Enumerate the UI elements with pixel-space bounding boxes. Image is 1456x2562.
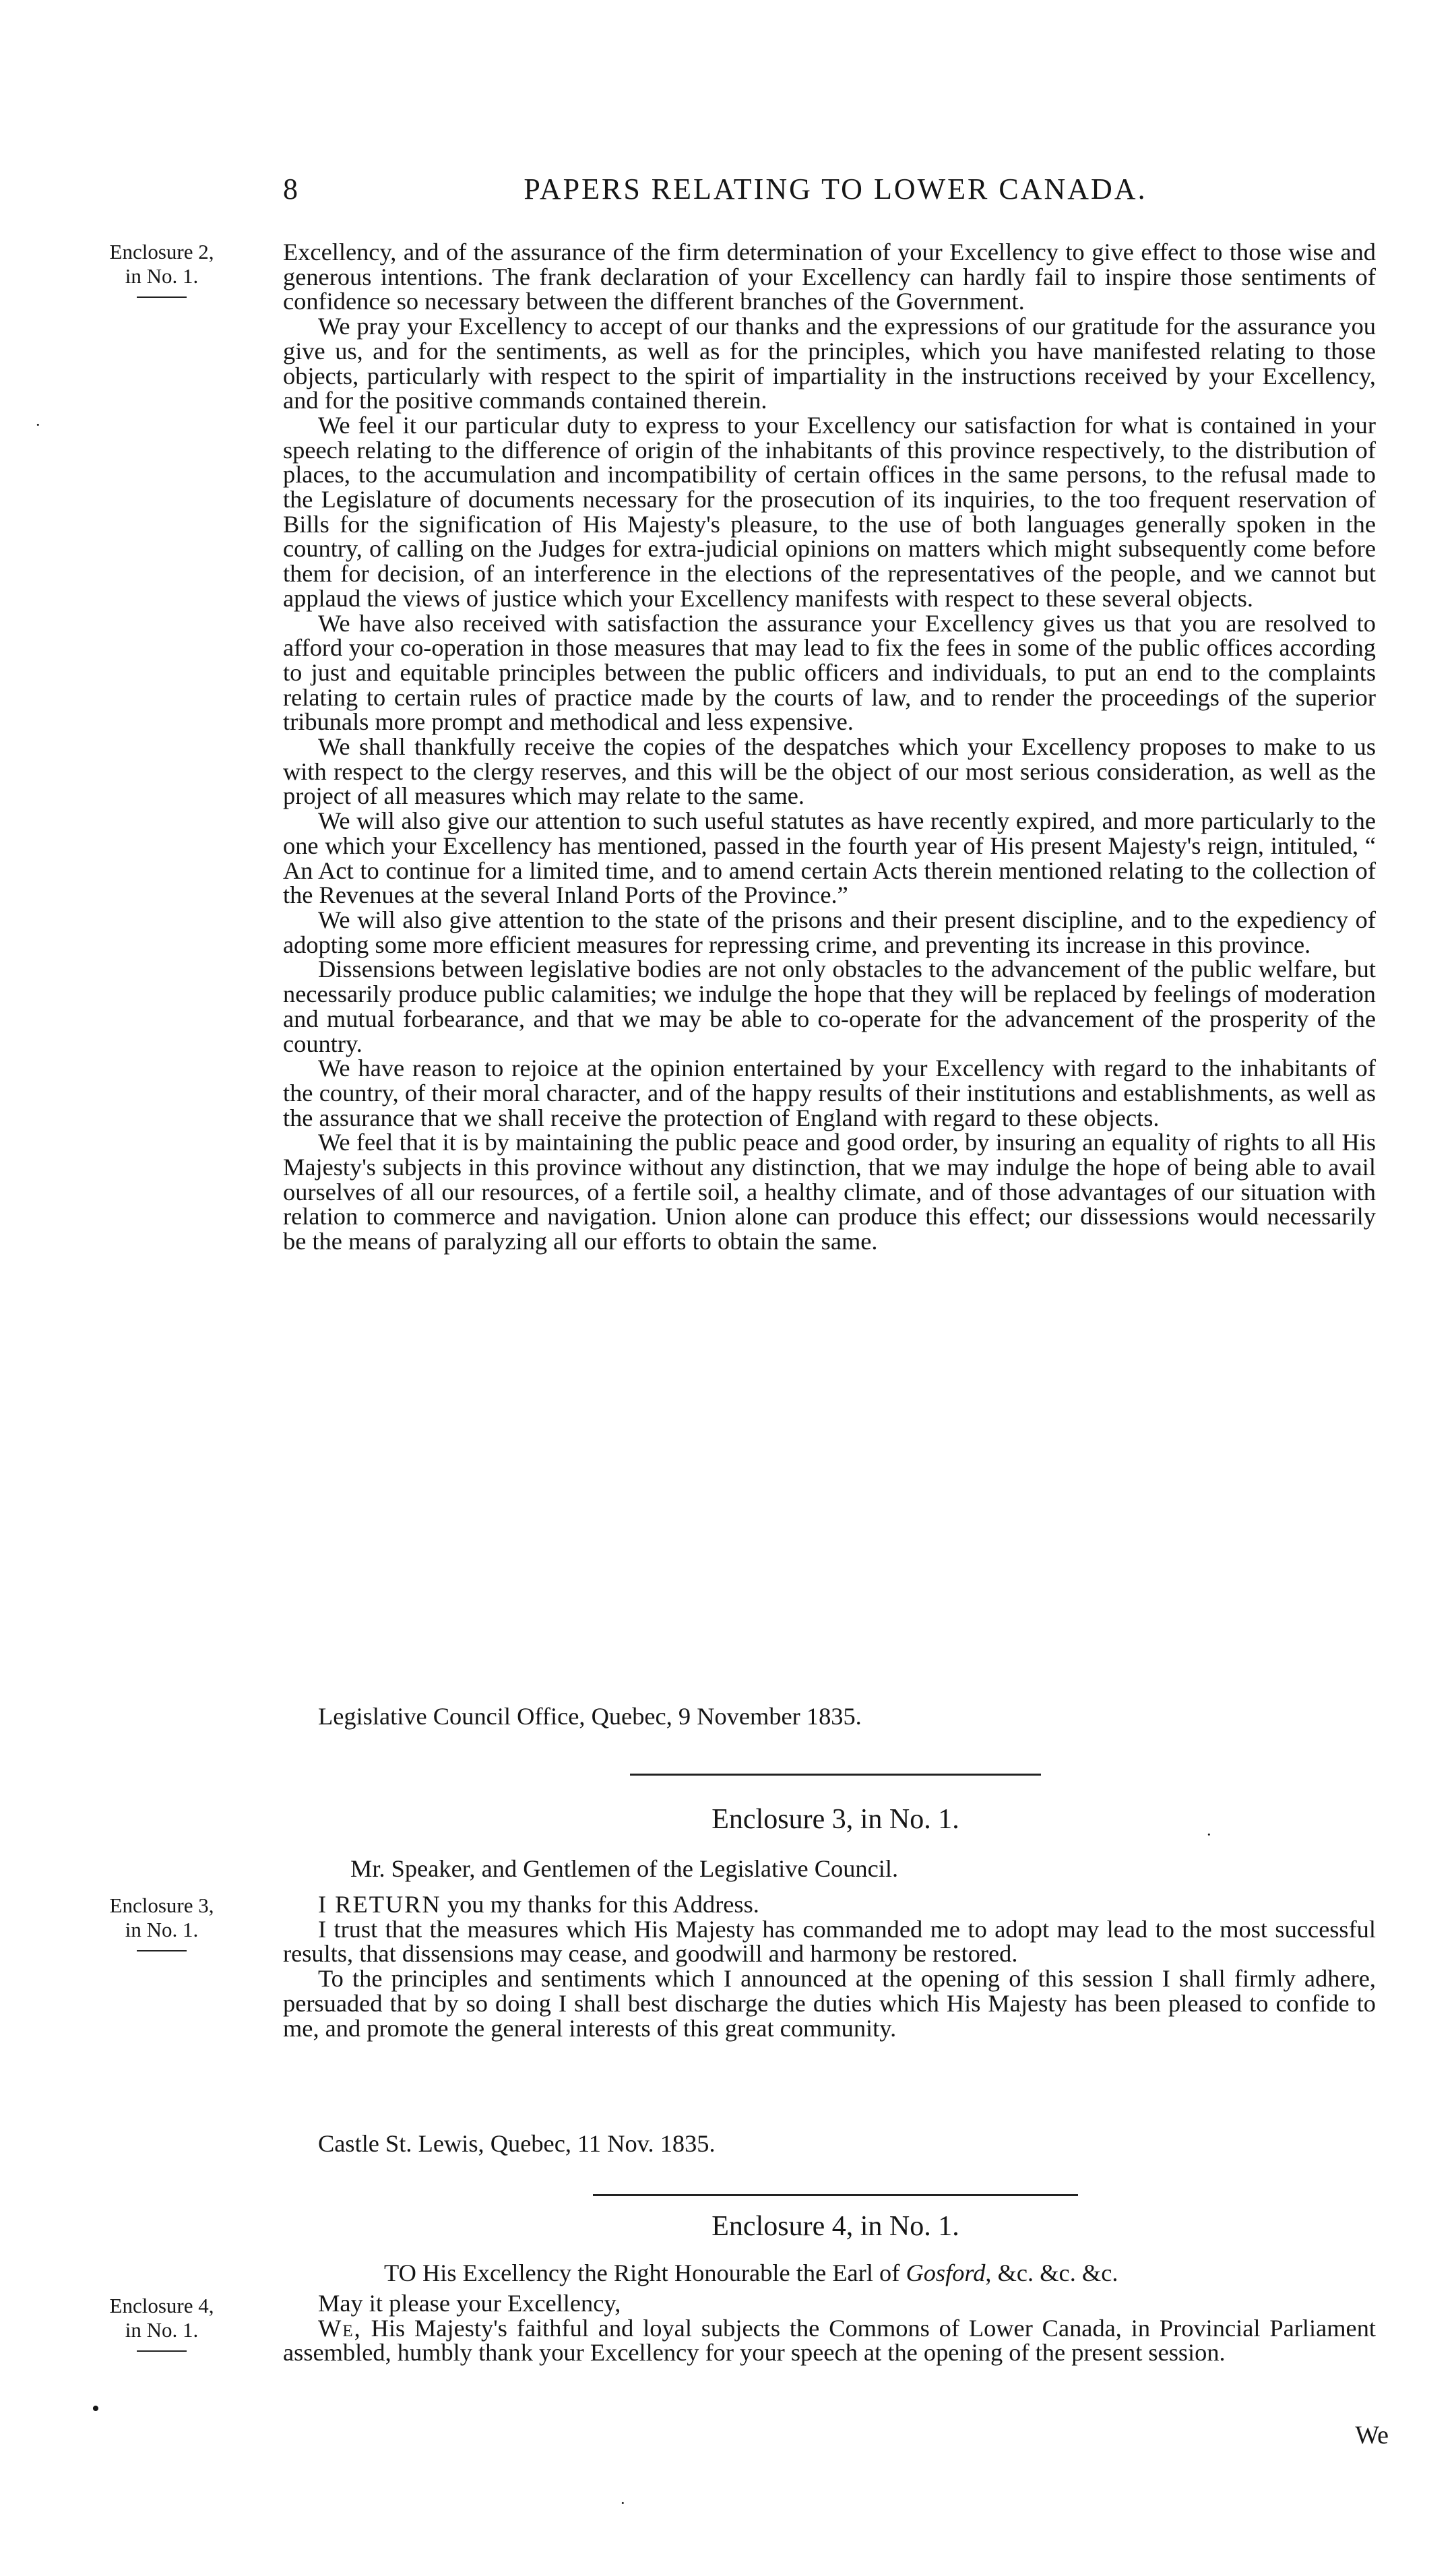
page-header — [283, 172, 1388, 212]
paragraph: We feel it our particular duty to express to your Excellency our satisfaction for what is contained in your speech relating to the difference of origin of the inhabitants of this province respectively, to the distribution of places, to the accumulation and incompatibility of certain offices in the same persons, to the refusal made to the Legislature of documents necessary for the prosecution of its inquiries, to the too frequent reservation of Bills for the signification of His Majesty's pleasure, to the use of both languages generally spoken in the country, of calling on the Judges for extra-judicial opinions on matters which might subsequently come before them for decision, of an interference in the elections of the representatives of the people, and we cannot but applaud the views of justice which your Excellency manifests with respect to these several objects. — [283, 411, 1376, 612]
margin-note-line-2: in No. 1. — [125, 2318, 199, 2342]
enclosure-4-address — [384, 2259, 1118, 2287]
print-mark: · — [620, 2493, 626, 2513]
paragraph: We will also give attention to the state of the prisons and their present discipline, and to the expediency of adopting some more efficient measures for repressing crime, and preventing its increase in this province. — [283, 906, 1376, 958]
address-prefix: TO His Excellency the Right Honourable the Earl of — [384, 2259, 906, 2286]
margin-note-enclosure-3 — [81, 1894, 243, 1951]
enclosure-2-body — [283, 240, 1376, 1254]
enclosure-4-body — [283, 2291, 1376, 2365]
paragraph: We shall thankfully receive the copies of the despatches which your Excellency proposes to make to us with respect to the clergy reserves, and this will be the object of our most serious consideration, as well as the project of all measures which may relate to the same. — [283, 733, 1376, 810]
paragraph: Excellency, and of the assurance of the firm determination of your Excellency to give effect to those wise and generous intentions. The frank declaration of your Excellency can hardly fail to inspire those sentiments of confidence so necessary between the different branches of the Government. — [283, 239, 1376, 315]
lead-word: I RETURN — [318, 1891, 441, 1918]
enclosure-3-body — [283, 1892, 1376, 2040]
signature-line-enclosure-3: Castle St. Lewis, Quebec, 11 Nov. 1835. — [318, 2130, 716, 2157]
margin-note-rule — [137, 296, 187, 298]
catchword: We — [1355, 2421, 1389, 2449]
address-name: Gosford — [906, 2259, 986, 2286]
margin-note-line-1: Enclosure 2, — [109, 240, 214, 263]
section-separator — [630, 1774, 1041, 1776]
margin-note-line-2: in No. 1. — [125, 264, 199, 288]
section-separator — [593, 2194, 1078, 2196]
paragraph — [283, 1892, 1376, 1917]
print-mark: · — [35, 415, 41, 435]
margin-note-line-1: Enclosure 3, — [109, 1894, 214, 1917]
running-title: PAPERS RELATING TO LOWER CANADA. — [524, 173, 1147, 206]
print-mark: · — [1206, 1825, 1212, 1844]
print-mark: • — [92, 2396, 100, 2421]
paragraph-rest: His Majesty's faithful and loyal subjects the Commons of Lower Canada, in Provincial Parliament assembled, humbly thank your Excellency for your speech at the opening of the present session. — [283, 2314, 1376, 2367]
paragraph: We have also received with satisfaction the assurance your Excellency gives us that you are resolved to afford your co-operation in those measures that may lead to fix the fees in some of the public offices according to just and equitable principles between the public officers and individuals, to put an end to the complaints relating to certain rules of practice made by the courts of law, and to render the proceedings of the superior tribunals more prompt and methodical and less expensive. — [283, 609, 1376, 736]
margin-note-line-1: Enclosure 4, — [109, 2294, 214, 2317]
paragraph: Dissensions between legislative bodies are not only obstacles to the advancement of the public welfare, but necessarily produce public calamities; we indulge the hope that they will be replaced by feelings of moderation and mutual forbearance, and that we may be able to co-operate for the advancement of the prosperity of the country. — [283, 956, 1376, 1057]
enclosure-3-heading: Enclosure 3, in No. 1. — [711, 1804, 959, 1835]
enclosure-4-heading: Enclosure 4, in No. 1. — [711, 2211, 959, 2242]
margin-note-enclosure-2 — [81, 240, 243, 298]
paragraph: We feel that it is by maintaining the public peace and good order, by insuring an equality of rights to all His Majesty's subjects in this province without any distinction, that we may indulge the hope of being able to avail ourselves of all our resources, of a fertile soil, a healthy climate, and of those advantages of our situation with relation to commerce and navigation. Union alone can produce this effect; our dissessions would necessarily be the means of paralyzing all our efforts to obtain the same. — [283, 1129, 1376, 1255]
margin-note-enclosure-4 — [81, 2294, 243, 2352]
paragraph: To the principles and sentiments which I announced at the opening of this session I shall firmly adhere, persuaded that by so doing I shall best discharge the duties which His Majesty has been pleased to confide to me, and promote the general interests of this great community. — [283, 1965, 1376, 2042]
lead-word: We, — [318, 2314, 362, 2342]
page-number: 8 — [283, 173, 298, 206]
enclosure-3-salutation: Mr. Speaker, and Gentlemen of the Legislative Council. — [350, 1855, 899, 1882]
paragraph: We will also give our attention to such useful statutes as have recently expired, and more particularly to the one which your Excellency has mentioned, passed in the fourth year of His present Majesty's reign, intituled, “ An Act to continue for a limited time, and to amend certain Acts therein mentioned relating to the collection of the Revenues at the several Inland Ports of the Province.” — [283, 807, 1376, 909]
greeting: May it please your Excellency, — [318, 2290, 621, 2317]
margin-note-rule — [137, 2350, 187, 2352]
margin-note-rule — [137, 1950, 187, 1951]
paragraph: I trust that the measures which His Majesty has commanded me to adopt may lead to the most successful results, that dissensions may cease, and goodwill and harmony be restored. — [283, 1915, 1376, 1968]
address-suffix: , &c. &c. &c. — [985, 2259, 1118, 2286]
signature-line-enclosure-2: Legislative Council Office, Quebec, 9 November 1835. — [318, 1703, 862, 1730]
paragraph-rest: you my thanks for this Address. — [441, 1891, 759, 1918]
margin-note-line-2: in No. 1. — [125, 1918, 199, 1941]
paragraph: We have reason to rejoice at the opinion entertained by your Excellency with regard to the inhabitants of the country, of their moral character, and of the happy results of their institutions and establishments, as well as the assurance that we shall receive the protection of England with regard to these objects. — [283, 1055, 1376, 1131]
paragraph: We pray your Excellency to accept of our thanks and the expressions of our gratitude for the assurance you give us, and for the sentiments, as well as for the principles, which you have manifested relating to those objects, particularly with respect to the spirit of impartiality in the instructions received by your Excellency, and for the positive commands contained therein. — [283, 313, 1376, 414]
paragraph — [283, 2316, 1376, 2365]
